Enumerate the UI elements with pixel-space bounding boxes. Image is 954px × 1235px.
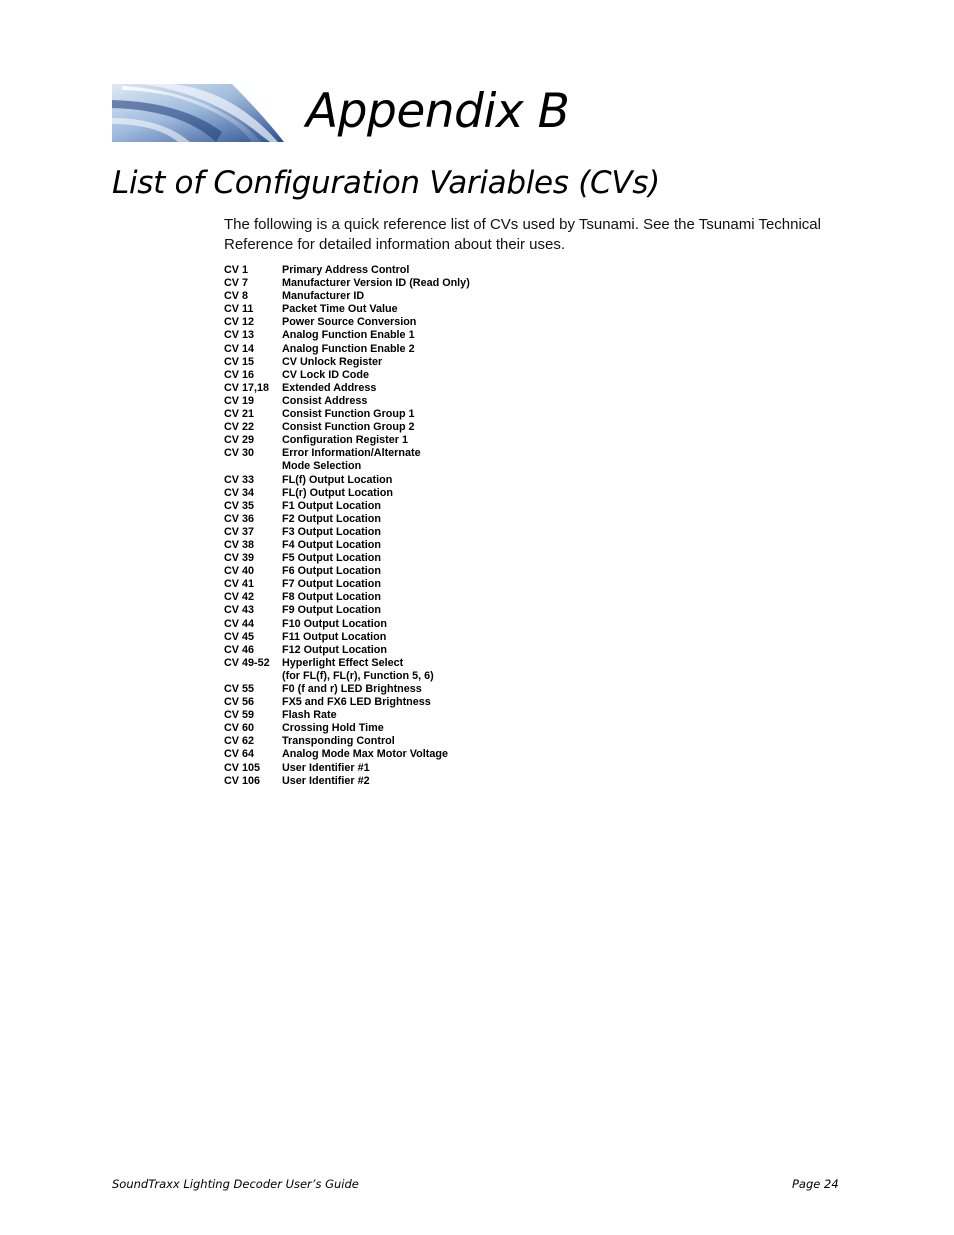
- cv-list-item: [224, 303, 644, 316]
- cv-list-item: [224, 487, 644, 500]
- cv-description: FL(f) Output Location: [282, 473, 393, 486]
- cv-list-item: [224, 709, 644, 722]
- cv-number: CV 106: [224, 774, 261, 787]
- cv-number: CV 1: [224, 264, 249, 276]
- cv-description: F5 Output Location: [282, 552, 381, 565]
- intro-paragraph: The following is a quick reference list of CVs used by Tsunami. See the Tsunami Technical Reference for detailed information about their uses.: [224, 216, 821, 253]
- cv-number: CV 21: [224, 408, 255, 421]
- cv-description: CV Lock ID Code: [282, 368, 369, 381]
- cv-reference-list: [224, 264, 644, 788]
- cv-description: F11 Output Location: [282, 630, 387, 643]
- cv-description: F8 Output Location: [282, 591, 381, 604]
- cv-list-item: [224, 565, 644, 578]
- cv-list-item: [224, 762, 644, 775]
- footer-page-number: Page 24: [792, 1177, 839, 1191]
- cv-list-item: [224, 618, 644, 631]
- cv-description: F10 Output Location: [282, 617, 387, 630]
- cv-list-item: [224, 277, 644, 290]
- cv-description: F7 Output Location: [282, 578, 381, 591]
- cv-list-item: [224, 434, 644, 447]
- cv-description: F0 (f and r) LED Brightness: [282, 683, 422, 695]
- cv-list-item: [224, 735, 644, 748]
- cv-description: Hyperlight Effect Select (for FL(f), FL(r), Function 5, 6): [282, 656, 434, 682]
- cv-list-item: [224, 657, 644, 683]
- cv-description: F1 Output Location: [282, 499, 381, 512]
- cv-number: CV 56: [224, 696, 255, 709]
- cv-list-item: [224, 683, 644, 696]
- cv-number: CV 46: [224, 643, 255, 656]
- cv-number: CV 44: [224, 617, 255, 630]
- cv-number: CV 39: [224, 552, 255, 565]
- cv-description: FL(r) Output Location: [282, 486, 393, 499]
- cv-number: CV 55: [224, 683, 255, 695]
- cv-description: Primary Address Control: [282, 264, 410, 276]
- cv-number: CV 17,18: [224, 381, 270, 394]
- cv-list-item: [224, 356, 644, 369]
- cv-number: CV 60: [224, 722, 255, 735]
- cv-list-item: [224, 722, 644, 735]
- cv-description: Consist Function Group 1: [282, 408, 415, 421]
- cv-description: Transponding Control: [282, 735, 395, 748]
- cv-list-item: [224, 316, 644, 329]
- cv-list-item: [224, 539, 644, 552]
- cv-list-item: [224, 578, 644, 591]
- cv-list-item: [224, 264, 644, 277]
- cv-list-item: [224, 408, 644, 421]
- cv-list-item: [224, 382, 644, 395]
- cv-number: CV 41: [224, 578, 255, 591]
- cv-list-item: [224, 644, 644, 657]
- cv-list-item: [224, 343, 644, 356]
- cv-description: Extended Address: [282, 381, 377, 394]
- cv-description: FX5 and FX6 LED Brightness: [282, 696, 431, 709]
- cv-list-item: [224, 591, 644, 604]
- cv-number: CV 40: [224, 565, 255, 578]
- cv-number: CV 33: [224, 473, 255, 486]
- cv-description: F9 Output Location: [282, 604, 381, 617]
- cv-description: Consist Address: [282, 394, 368, 407]
- cv-description: Manufacturer ID: [282, 290, 365, 303]
- cv-list-item: [224, 500, 644, 513]
- cv-description: Configuration Register 1: [282, 434, 408, 447]
- cv-description: Analog Function Enable 2: [282, 342, 415, 355]
- cv-number: CV 8: [224, 290, 249, 303]
- cv-number: CV 29: [224, 434, 255, 447]
- cv-list-item: [224, 474, 644, 487]
- cv-list-item: [224, 775, 644, 788]
- cv-list-item: [224, 421, 644, 434]
- cv-number: CV 34: [224, 486, 255, 499]
- cv-description: User Identifier #2: [282, 774, 370, 787]
- cv-number: CV 105: [224, 761, 261, 774]
- cv-number: CV 30: [224, 447, 255, 460]
- cv-description: Flash Rate: [282, 709, 337, 722]
- cv-list-item: [224, 513, 644, 526]
- cv-number: CV 22: [224, 421, 255, 434]
- cv-description: F4 Output Location: [282, 538, 381, 551]
- cv-number: CV 49-52: [224, 656, 270, 669]
- cv-list-item: [224, 447, 644, 473]
- cv-number: CV 59: [224, 709, 255, 722]
- cv-list-item: [224, 631, 644, 644]
- cv-number: CV 37: [224, 525, 255, 538]
- cv-description: F2 Output Location: [282, 512, 381, 525]
- cv-description: User Identifier #1: [282, 761, 370, 774]
- cv-description: F6 Output Location: [282, 565, 381, 578]
- cv-number: CV 36: [224, 512, 255, 525]
- cv-number: CV 43: [224, 604, 255, 617]
- cv-number: CV 12: [224, 316, 255, 329]
- cv-description: Analog Mode Max Motor Voltage: [282, 748, 448, 761]
- cv-list-item: [224, 604, 644, 617]
- footer-guide-title: SoundTraxx Lighting Decoder User’s Guide: [112, 1177, 359, 1191]
- cv-list-item: [224, 369, 644, 382]
- page-title: Appendix B: [306, 84, 570, 139]
- cv-description: Analog Function Enable 1: [282, 329, 415, 342]
- cv-description: Crossing Hold Time: [282, 722, 384, 735]
- cv-description: F3 Output Location: [282, 525, 381, 538]
- header-swoosh-graphic: [112, 84, 284, 142]
- cv-description: Packet Time Out Value: [282, 303, 398, 316]
- cv-list-item: [224, 395, 644, 408]
- cv-list-item: [224, 696, 644, 709]
- cv-number: CV 16: [224, 368, 255, 381]
- cv-number: CV 62: [224, 735, 255, 748]
- cv-number: CV 7: [224, 277, 249, 290]
- cv-description: Consist Function Group 2: [282, 421, 415, 434]
- cv-description: CV Unlock Register: [282, 355, 383, 368]
- cv-description: F12 Output Location: [282, 643, 387, 656]
- cv-description: Error Information/Alternate Mode Selection: [282, 447, 421, 473]
- cv-number: CV 35: [224, 499, 255, 512]
- cv-list-item: [224, 552, 644, 565]
- cv-list-item: [224, 526, 644, 539]
- cv-number: CV 13: [224, 329, 255, 342]
- cv-number: CV 64: [224, 748, 255, 761]
- cv-list-item: [224, 290, 644, 303]
- cv-number: CV 45: [224, 630, 255, 643]
- cv-number: CV 42: [224, 591, 255, 604]
- cv-description: Manufacturer Version ID (Read Only): [282, 277, 470, 290]
- cv-list-item: [224, 748, 644, 761]
- cv-number: CV 11: [224, 303, 254, 316]
- cv-number: CV 19: [224, 394, 255, 407]
- cv-list-item: [224, 329, 644, 342]
- cv-description: Power Source Conversion: [282, 316, 417, 329]
- cv-number: CV 38: [224, 538, 255, 551]
- section-title: List of Configuration Variables (CVs): [112, 165, 660, 201]
- cv-number: CV 14: [224, 342, 255, 355]
- cv-number: CV 15: [224, 355, 255, 368]
